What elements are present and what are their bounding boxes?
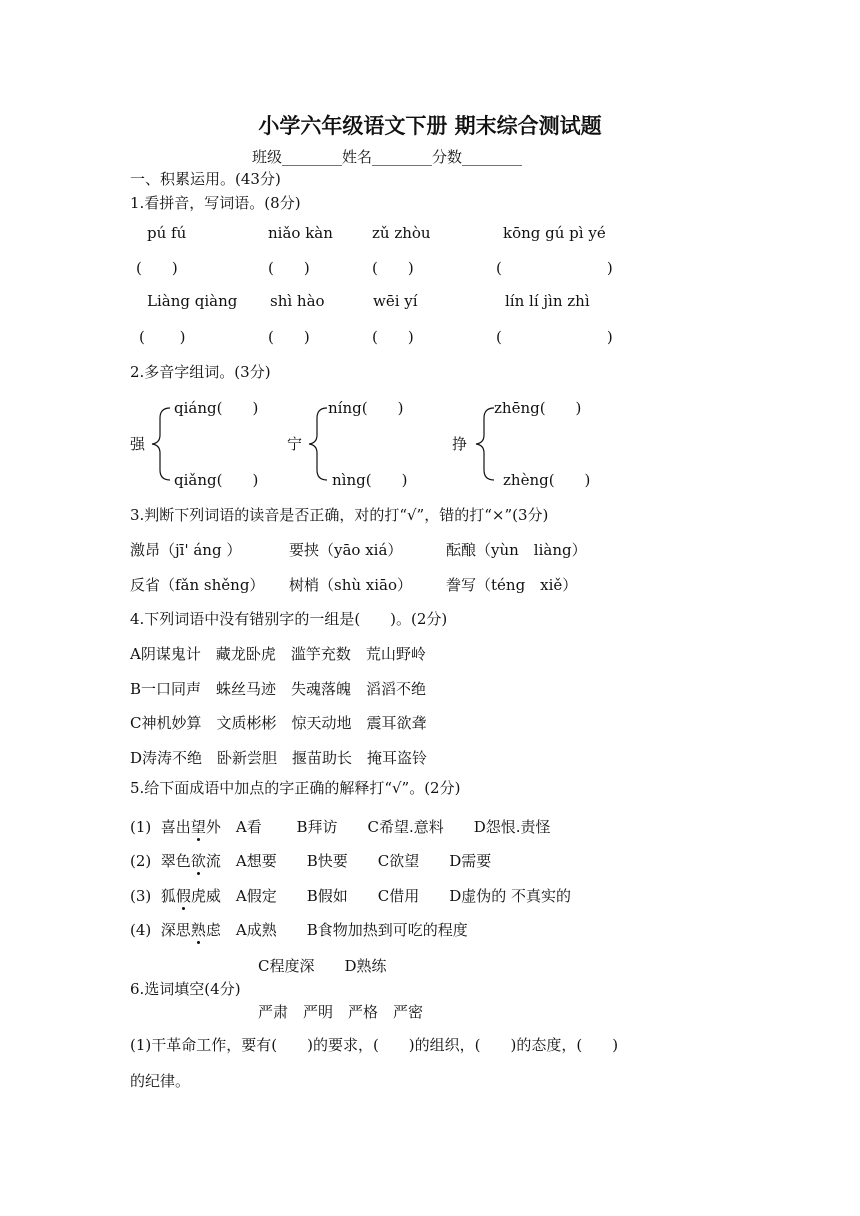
polyphone-reading: zhēng( ): [494, 399, 582, 417]
idiom-part: 翠色: [160, 852, 191, 870]
q5-item: [130, 816, 551, 837]
q3-item: 树梢（shù xiāo）: [289, 576, 413, 594]
idiom-part: 深思: [160, 921, 191, 939]
q5-options: A假定 B假如 C借用 D虚伪的 不真实的: [235, 887, 571, 905]
idiom-part: 外: [205, 818, 221, 836]
polyphone-char: 强: [130, 435, 146, 453]
q5-item-number: (4): [130, 921, 152, 939]
page-title: 小学六年级语文下册 期末综合测试题: [258, 114, 602, 138]
q3-item: 誊写（téng xiě）: [446, 576, 578, 594]
q1-answer-blank[interactable]: ( ): [496, 328, 613, 346]
idiom-part: 虎威: [190, 887, 221, 905]
idiom: [161, 818, 221, 836]
q5-options: A看 B拜访 C希望.意料 D怨恨.责怪: [235, 818, 551, 836]
q3-title: 3.判断下列词语的读音是否正确，对的打“√”，错的打“×”(3分): [130, 506, 549, 524]
q4-option: C神机妙算 文质彬彬 惊天动地 震耳欲聋: [130, 714, 427, 732]
q5-options: A想要 B快要 C欲望 D需要: [235, 852, 492, 870]
q4-title: 4.下列词语中没有错别字的一组是( )。(2分): [130, 610, 448, 628]
q1-pinyin: pú fú: [147, 224, 187, 242]
q5-options: A成熟 B食物加热到可吃的程度: [235, 921, 468, 939]
q6-sentence-continued: 的纪律。: [130, 1072, 191, 1090]
brace-icon: [472, 405, 496, 483]
q1-answer-blank[interactable]: ( ): [496, 259, 613, 277]
q5-item: [130, 919, 468, 940]
q5-title: 5.给下面成语中加点的字正确的解释打“√”。(2分): [130, 779, 461, 797]
q1-pinyin: Liàng qiàng: [147, 292, 238, 310]
polyphone-char: 挣: [452, 435, 468, 453]
brace-icon: [305, 405, 329, 483]
q1-pinyin: kōng gú pì yé: [503, 224, 606, 242]
polyphone-reading: qiáng( ): [174, 399, 259, 417]
q5-item-number: (3): [130, 887, 152, 905]
q1-answer-blank[interactable]: ( ): [268, 328, 310, 346]
idiom-part: 狐: [160, 887, 176, 905]
q1-answer-blank[interactable]: ( ): [136, 259, 178, 277]
polyphone-reading: níng( ): [328, 399, 404, 417]
idiom-part: 虑: [205, 921, 221, 939]
q6-title: 6.选词填空(4分): [130, 980, 241, 998]
dotted-char: 欲: [190, 852, 206, 870]
idiom: [161, 887, 221, 905]
q1-pinyin: wēi yí: [373, 292, 418, 310]
idiom: [161, 852, 221, 870]
q4-option: D涛涛不绝 卧新尝胆 揠苗助长 掩耳盗铃: [130, 749, 428, 767]
section-1-heading: 一、积累运用。(43分): [130, 170, 281, 188]
dotted-char: 熟: [190, 921, 206, 939]
brace-icon: [148, 405, 172, 483]
q5-item-number: (2): [130, 852, 152, 870]
q6-sentence: (1)干革命工作，要有( )的要求，( )的组织，( )的态度，( ): [130, 1036, 619, 1054]
q5-item-number: (1): [130, 818, 152, 836]
q4-option: A阴谋鬼计 藏龙卧虎 滥竽充数 荒山野岭: [130, 645, 426, 663]
q1-pinyin: niǎo kàn: [268, 224, 333, 242]
q1-title: 1.看拼音，写词语。(8分): [130, 194, 301, 212]
q1-answer-blank[interactable]: ( ): [372, 259, 414, 277]
q5-item: [130, 885, 571, 906]
polyphone-char: 宁: [287, 435, 303, 453]
q1-pinyin: zǔ zhòu: [372, 224, 431, 242]
q4-option: B一口同声 蛛丝马迹 失魂落魄 滔滔不绝: [130, 680, 427, 698]
q2-title: 2.多音字组词。(3分): [130, 363, 271, 381]
dotted-char: 望: [190, 818, 206, 836]
q1-pinyin: shì hào: [270, 292, 325, 310]
q5-extra-options: C程度深 D熟练: [258, 957, 387, 975]
polyphone-reading: qiǎng( ): [174, 471, 259, 489]
q1-answer-blank[interactable]: ( ): [139, 328, 186, 346]
idiom: [161, 921, 221, 939]
polyphone-reading: nìng( ): [332, 471, 408, 489]
q3-item: 要挟（yāo xiá）: [289, 541, 403, 559]
q3-item: 酝酿（yùn liàng）: [446, 541, 587, 559]
q3-item: 激昂（jī' áng ）: [130, 541, 242, 559]
q5-item: [130, 850, 491, 871]
student-info-line: 班级________姓名________分数________: [252, 148, 523, 166]
q1-answer-blank[interactable]: ( ): [268, 259, 310, 277]
dotted-char: 假: [175, 887, 191, 905]
q1-answer-blank[interactable]: ( ): [372, 328, 414, 346]
q6-word-bank: 严肃 严明 严格 严密: [258, 1003, 424, 1021]
idiom-part: 喜出: [160, 818, 191, 836]
q1-pinyin: lín lí jìn zhì: [505, 292, 590, 310]
q3-item: 反省（fǎn shěng）: [130, 576, 265, 594]
polyphone-reading: zhèng( ): [503, 471, 591, 489]
idiom-part: 流: [205, 852, 221, 870]
